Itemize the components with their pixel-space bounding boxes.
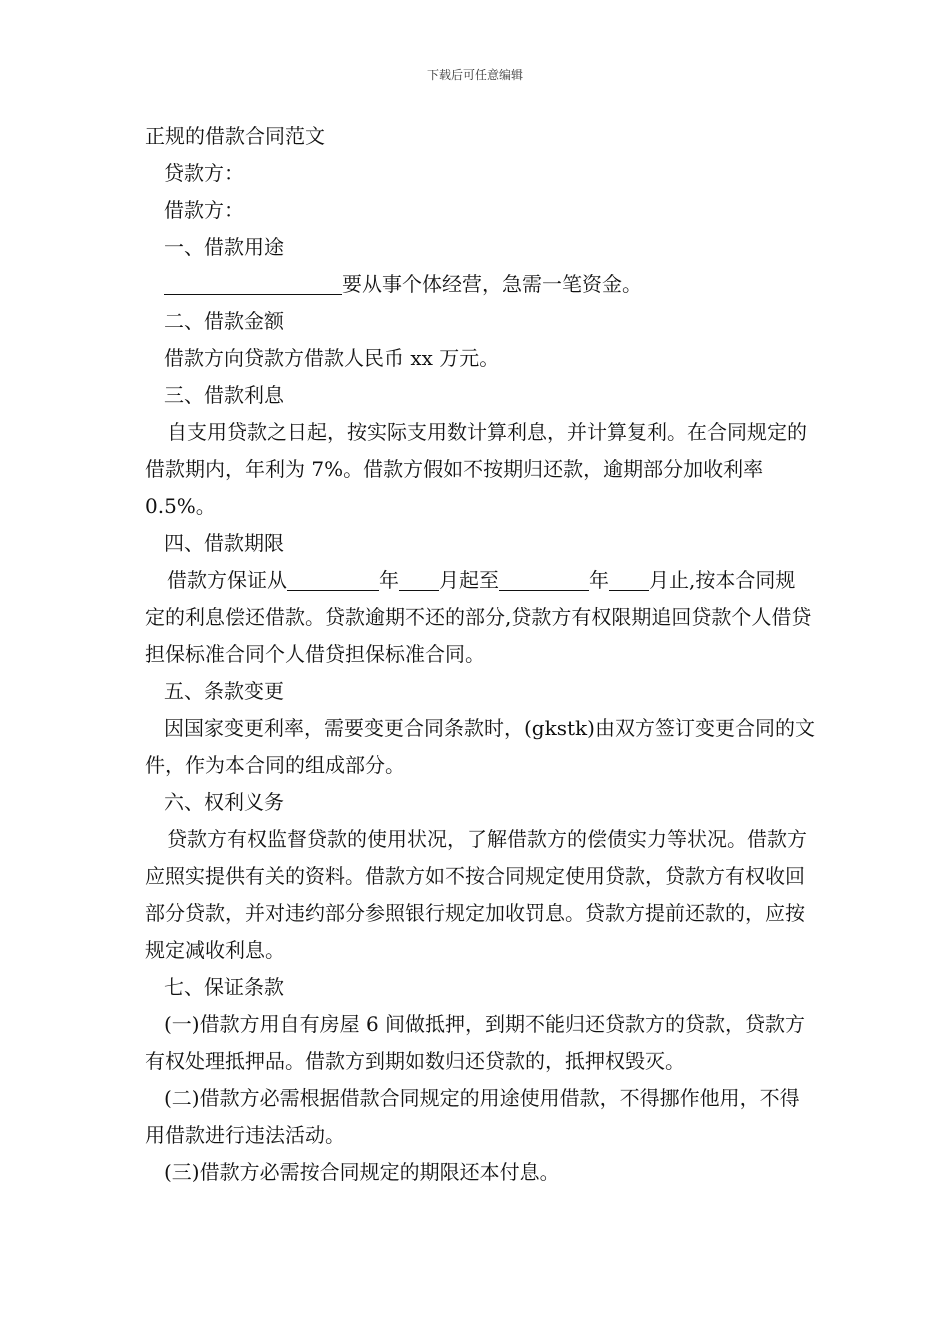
lender-label: 贷款方： <box>164 161 244 185</box>
term-from-label: 借款方保证从 <box>167 568 287 592</box>
purpose-blank <box>164 272 342 295</box>
section-4-rest: 同规定的利息偿还借款。贷款逾期不还的部分,贷款方有权限期追回贷款个人借贷担保标准合同个人借贷担保标准合同。 <box>145 568 812 666</box>
section-4-heading: 四、借款期限 <box>164 531 284 555</box>
month-from-label: 月起至 <box>439 568 499 592</box>
start-month-blank <box>399 568 439 591</box>
end-month-blank <box>609 568 649 591</box>
borrower-label: 借款方： <box>164 198 244 222</box>
section-2-heading: 二、借款金额 <box>164 309 284 333</box>
section-3-text: 自支用贷款之日起，按实际支用数计算利息，并计算复利。在合同规定的借款期内，年利为 7%。借款方假如不按期归还款，逾期部分加收利率 0.5%。 <box>145 420 807 518</box>
section-2-text: 借款方向贷款方借款人民币 xx 万元。 <box>164 346 500 370</box>
section-3-heading: 三、借款利息 <box>164 383 284 407</box>
end-year-blank <box>499 568 589 591</box>
month-to-label: 月止,按本合 <box>649 568 756 592</box>
year-label-2: 年 <box>589 568 609 592</box>
section-1-heading: 一、借款用途 <box>164 235 284 259</box>
section-5-heading: 五、条款变更 <box>164 679 284 703</box>
section-6-heading: 六、权利义务 <box>164 790 284 814</box>
section-1-sentence: 要从事个体经营，急需一笔资金。 <box>342 272 642 296</box>
section-7-clause-2: (二)借款方必需根据借款合同规定的用途使用借款，不得挪作他用，不得用借款进行违法活动。 <box>145 1086 800 1147</box>
year-label: 年 <box>379 568 399 592</box>
document-title: 正规的借款合同范文 <box>145 124 325 148</box>
start-year-blank <box>287 568 379 591</box>
page-header-note: 下载后可任意编辑 <box>426 68 523 82</box>
contract-body <box>145 118 815 1191</box>
section-7-clause-1: (一)借款方用自有房屋 6 间做抵押，到期不能归还贷款方的贷款，贷款方有权处理抵押品。借款方到期如数归还贷款的，抵押权毁灭。 <box>145 1012 806 1073</box>
section-5-text: 因国家变更利率，需要变更合同条款时，(gkstk)由双方签订变更合同的文件，作为本合同的组成部分。 <box>145 716 815 777</box>
section-1-text <box>145 266 815 303</box>
section-6-text: 贷款方有权监督贷款的使用状况，了解借款方的偿债实力等状况。借款方应照实提供有关的资料。借款方如不按合同规定使用贷款，贷款方有权收回部分贷款，并对违约部分参照银行规定加收罚息。贷款方提前还款的，应按规定减收利息。 <box>145 827 807 962</box>
section-4-text <box>145 562 815 673</box>
section-7-heading: 七、保证条款 <box>164 975 284 999</box>
section-7-clause-3: (三)借款方必需按合同规定的期限还本付息。 <box>164 1160 560 1184</box>
